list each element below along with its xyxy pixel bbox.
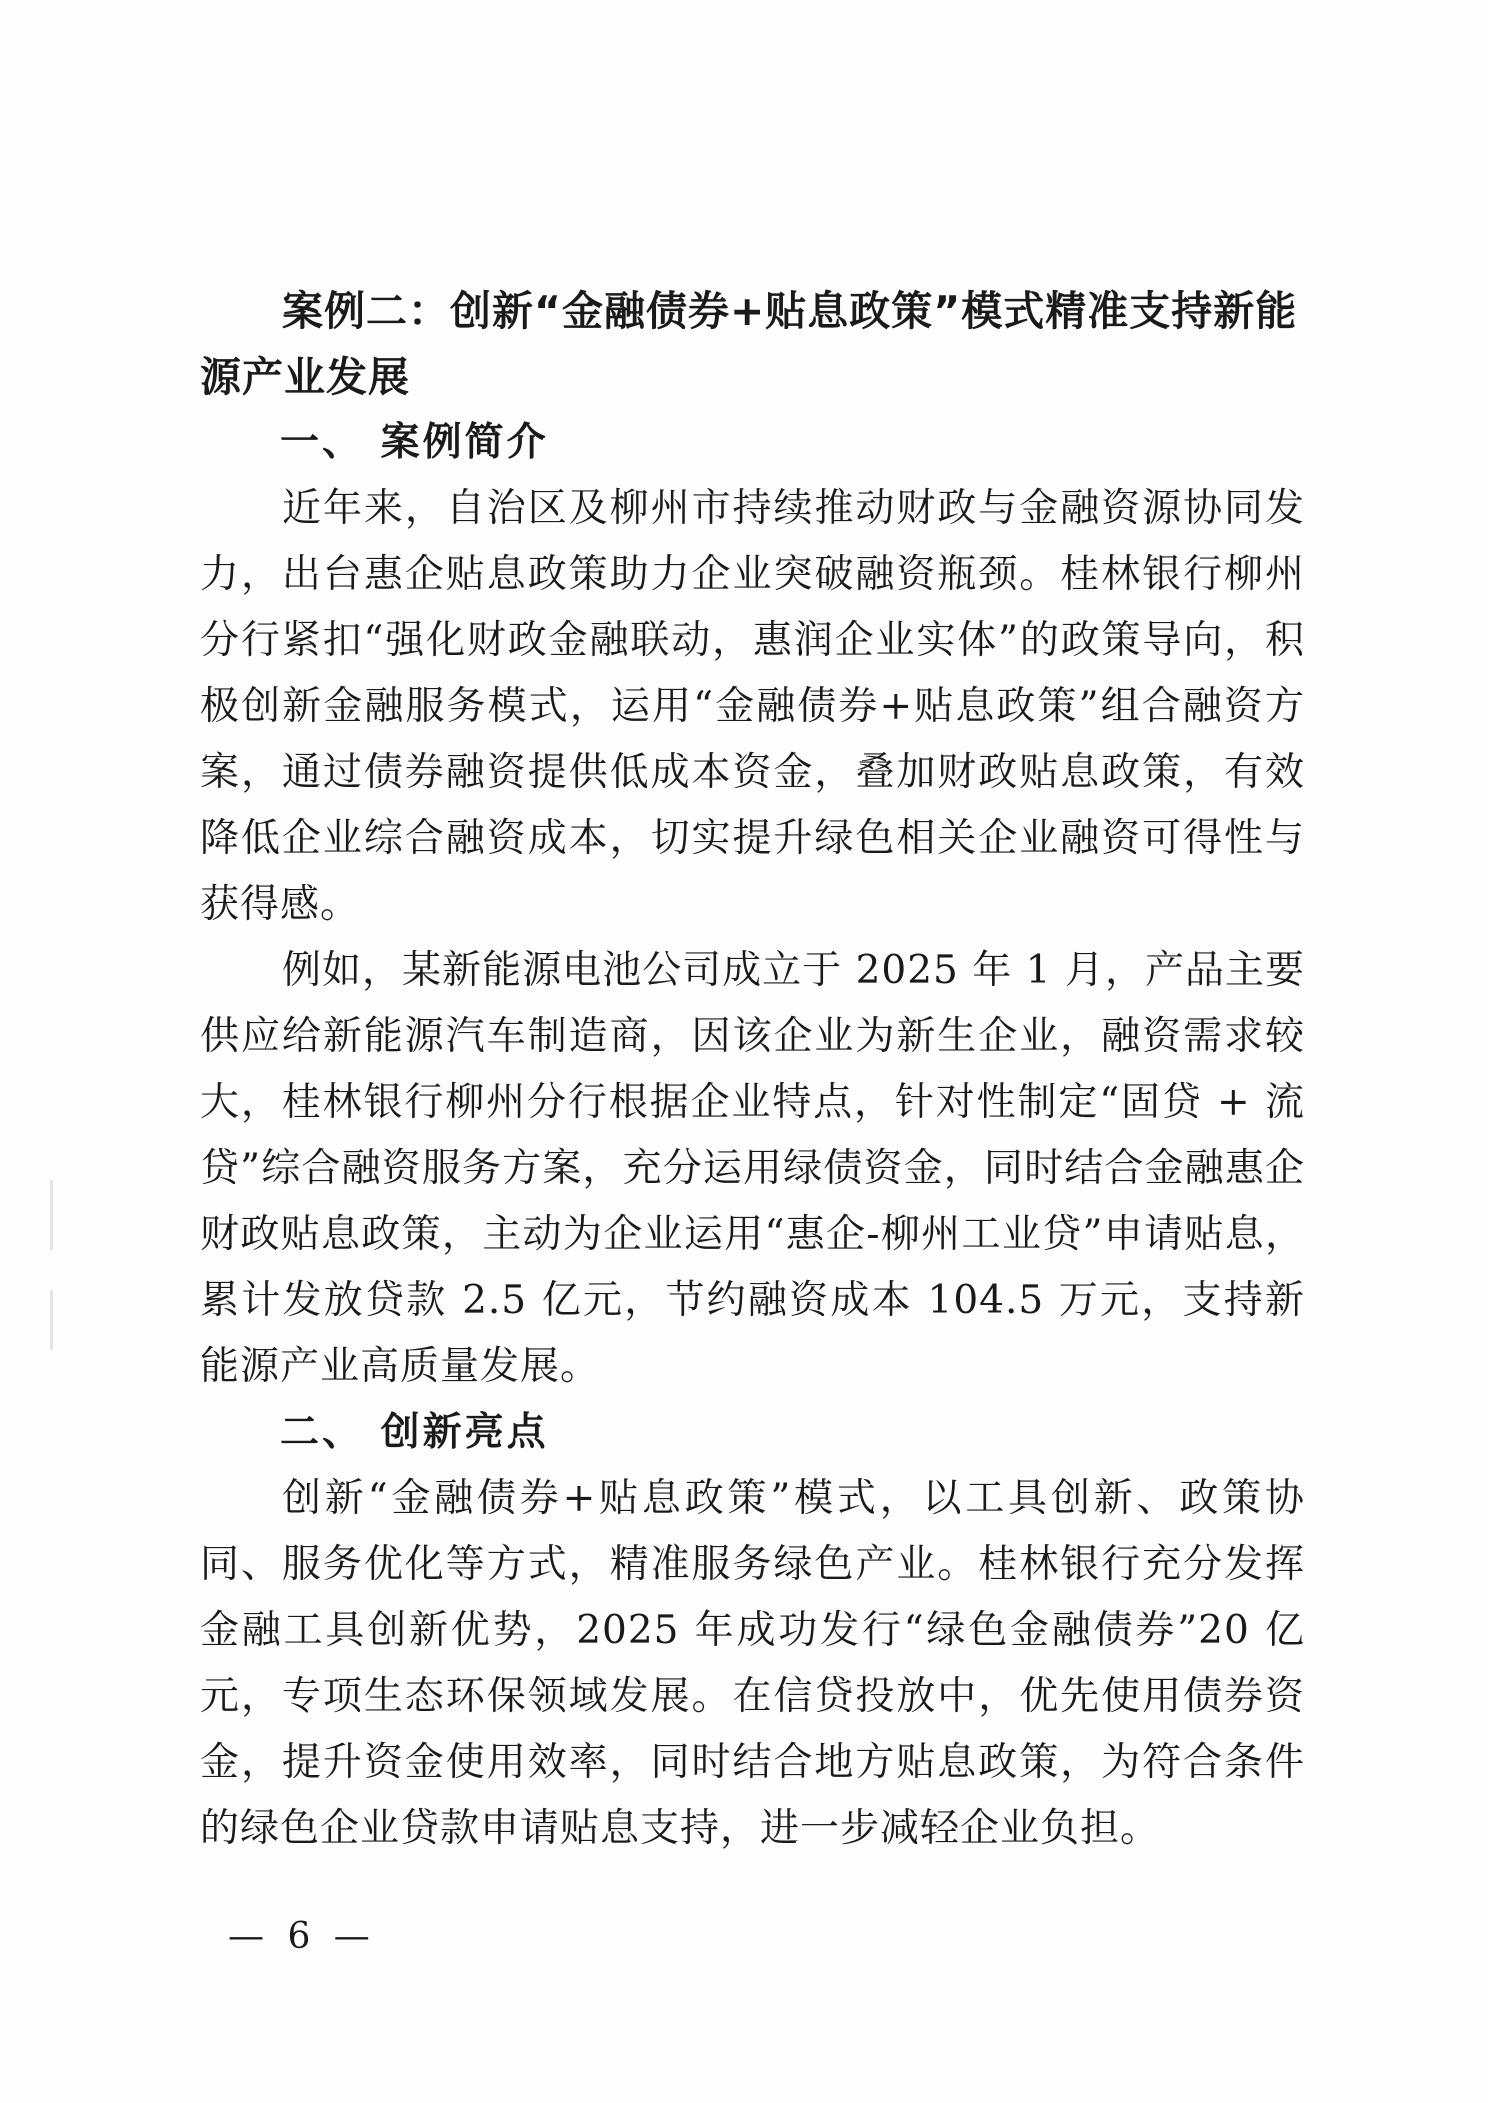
intro-paragraph-2: 例如，某新能源电池公司成立于 2025 年 1 月，产品主要供应给新能源汽车制造商，因该企业为新生企业，融资需求较大，桂林银行柳州分行根据企业特点，针对性制定“固贷 + 流贷”综合融资服务方案，充分运用绿债资金，同时结合金融惠企财政贴息政策，主动为企业运用“惠企-柳州工业贷”申请贴息，累计发放贷款 2.5 亿元，节约融资成本 104.5 万元，支持新能源产业高质量发展。 <box>200 948 1305 1389</box>
document-body <box>200 278 1305 1862</box>
case-title: 案例二：创新“金融债券+贴息政策”模式精准支持新能源产业发展 <box>200 287 1298 401</box>
highlights-paragraph-1: 创新“金融债券+贴息政策”模式，以工具创新、政策协同、服务优化等方式，精准服务绿色产业。桂林银行充分发挥金融工具创新优势，2025 年成功发行“绿色金融债券”20 亿元，专项生态环保领域发展。在信贷投放中，优先使用债券资金，提升资金使用效率，同时结合地方贴息政策，为符合条件的绿色企业贷款申请贴息支持，进一步减轻企业负担。 <box>200 1476 1305 1851</box>
scan-artifact <box>50 1290 53 1350</box>
scan-artifact <box>50 1180 53 1250</box>
page-number: — 6 — <box>228 1916 376 1957</box>
intro-paragraph-1: 近年来，自治区及柳州市持续推动财政与金融资源协同发力，出台惠企贴息政策助力企业突破融资瓶颈。桂林银行柳州分行紧扣“强化财政金融联动，惠润企业实体”的政策导向，积极创新金融服务模式，运用“金融债券+贴息政策”组合融资方案，通过债券融资提供低成本资金，叠加财政贴息政策，有效降低企业综合融资成本，切实提升绿色相关企业融资可得性与获得感。 <box>200 486 1305 927</box>
section-heading-highlights: 二、 创新亮点 <box>280 1410 549 1455</box>
section-heading-intro: 一、 案例简介 <box>280 420 549 465</box>
